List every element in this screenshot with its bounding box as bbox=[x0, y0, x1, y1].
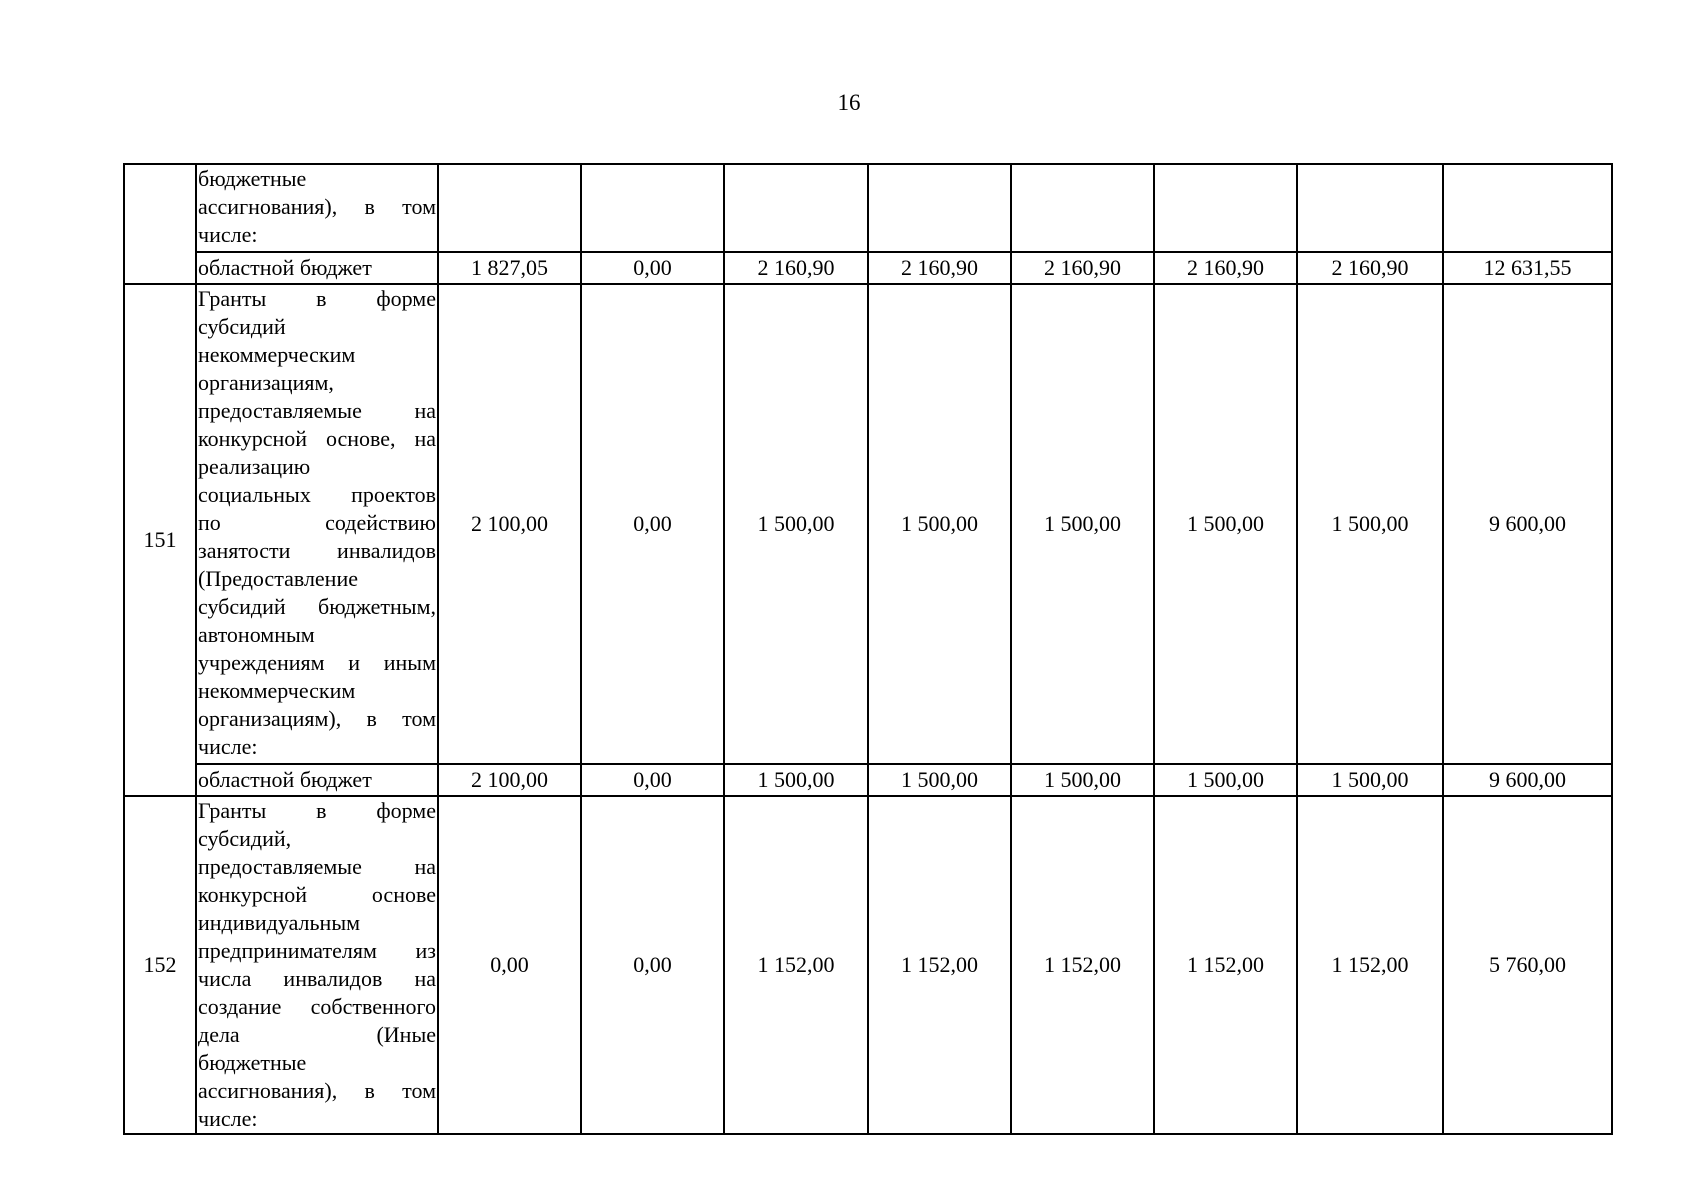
value-cell: 0,00 bbox=[581, 796, 724, 1134]
table-row-151 bbox=[124, 284, 1612, 764]
table-row-regional-budget bbox=[124, 252, 1612, 284]
description-line: конкурсной основе bbox=[198, 882, 436, 907]
description-line: предоставляемые на bbox=[198, 854, 436, 879]
description-line: предпринимателям из bbox=[198, 938, 436, 963]
value-cell: 2 100,00 bbox=[438, 764, 581, 796]
description-line: индивидуальным bbox=[198, 910, 361, 935]
description-line: некоммерческим bbox=[198, 342, 356, 367]
description-line: бюджетные bbox=[198, 166, 307, 191]
value-cell: 0,00 bbox=[581, 764, 724, 796]
value-cell: 0,00 bbox=[581, 252, 724, 284]
value-cell: 2 160,90 bbox=[724, 252, 868, 284]
value-cell bbox=[1297, 164, 1443, 252]
value-cell: 1 152,00 bbox=[724, 796, 868, 1134]
description-line: дела (Иные bbox=[198, 1022, 436, 1047]
description-line: учреждениям и иным bbox=[198, 650, 436, 675]
description-line: некоммерческим bbox=[198, 678, 356, 703]
page-number: 16 bbox=[837, 90, 861, 115]
value-cell: 1 152,00 bbox=[1011, 796, 1154, 1134]
description-line: по содействию bbox=[198, 510, 436, 535]
value-cell: 2 100,00 bbox=[438, 284, 581, 764]
description-line: числе: bbox=[198, 1106, 258, 1131]
value-cell: 2 160,90 bbox=[868, 252, 1011, 284]
description-line: организациям, bbox=[198, 370, 334, 395]
description-line: ассигнования), в том bbox=[198, 194, 436, 219]
description-line: реализацию bbox=[198, 454, 311, 479]
description-line: социальных проектов bbox=[198, 482, 436, 507]
value-cell: 1 500,00 bbox=[1154, 284, 1297, 764]
value-cell: 2 160,90 bbox=[1297, 252, 1443, 284]
value-cell: 2 160,90 bbox=[1011, 252, 1154, 284]
value-cell: 2 160,90 bbox=[1154, 252, 1297, 284]
description-line: Гранты в форме bbox=[198, 286, 436, 311]
description-line: числе: bbox=[198, 734, 258, 759]
budget-table bbox=[123, 163, 1613, 1135]
value-cell: 1 827,05 bbox=[438, 252, 581, 284]
description-line: бюджетные bbox=[198, 1050, 307, 1075]
row-index-cell: 152 bbox=[124, 796, 196, 1134]
description-line: (Предоставление bbox=[198, 566, 358, 591]
value-cell: 1 152,00 bbox=[1297, 796, 1443, 1134]
value-cell: 1 500,00 bbox=[724, 764, 868, 796]
description-line: субсидий bbox=[198, 314, 286, 339]
row-index-cell bbox=[124, 164, 196, 284]
value-cell: 1 500,00 bbox=[868, 764, 1011, 796]
description-line: ассигнования), в том bbox=[198, 1078, 436, 1103]
row-description-cell: областной бюджет bbox=[196, 252, 438, 284]
value-cell: 1 500,00 bbox=[868, 284, 1011, 764]
row-description-cell bbox=[196, 164, 438, 252]
value-cell bbox=[1154, 164, 1297, 252]
value-cell bbox=[581, 164, 724, 252]
value-cell bbox=[1443, 164, 1612, 252]
row-index-cell: 151 bbox=[124, 284, 196, 796]
value-cell: 0,00 bbox=[581, 284, 724, 764]
value-cell: 0,00 bbox=[438, 796, 581, 1134]
description-line: организациям), в том bbox=[198, 706, 436, 731]
table-row-152 bbox=[124, 796, 1612, 1134]
value-cell: 9 600,00 bbox=[1443, 764, 1612, 796]
description-line: Гранты в форме bbox=[198, 798, 436, 823]
table-row-regional-budget bbox=[124, 764, 1612, 796]
value-cell: 1 500,00 bbox=[1297, 284, 1443, 764]
table-row-continued bbox=[124, 164, 1612, 252]
row-description-cell: областной бюджет bbox=[196, 764, 438, 796]
row-description-cell bbox=[196, 796, 438, 1134]
value-cell: 1 500,00 bbox=[1297, 764, 1443, 796]
value-cell: 5 760,00 bbox=[1443, 796, 1612, 1134]
row-description-cell bbox=[196, 284, 438, 764]
value-cell: 12 631,55 bbox=[1443, 252, 1612, 284]
value-cell: 1 152,00 bbox=[868, 796, 1011, 1134]
value-cell: 9 600,00 bbox=[1443, 284, 1612, 764]
value-cell: 1 500,00 bbox=[1011, 284, 1154, 764]
description-line: числе: bbox=[198, 222, 258, 247]
description-line: автономным bbox=[198, 622, 315, 647]
value-cell: 1 500,00 bbox=[724, 284, 868, 764]
value-cell bbox=[438, 164, 581, 252]
description-line: предоставляемые на bbox=[198, 398, 436, 423]
value-cell bbox=[724, 164, 868, 252]
value-cell: 1 500,00 bbox=[1154, 764, 1297, 796]
description-line: занятости инвалидов bbox=[198, 538, 436, 563]
description-line: субсидий бюджетным, bbox=[198, 594, 436, 619]
description-line: создание собственного bbox=[198, 994, 436, 1019]
value-cell bbox=[1011, 164, 1154, 252]
description-line: числа инвалидов на bbox=[198, 966, 436, 991]
value-cell bbox=[868, 164, 1011, 252]
value-cell: 1 500,00 bbox=[1011, 764, 1154, 796]
description-line: субсидий, bbox=[198, 826, 292, 851]
value-cell: 1 152,00 bbox=[1154, 796, 1297, 1134]
description-line: конкурсной основе, на bbox=[198, 426, 436, 451]
